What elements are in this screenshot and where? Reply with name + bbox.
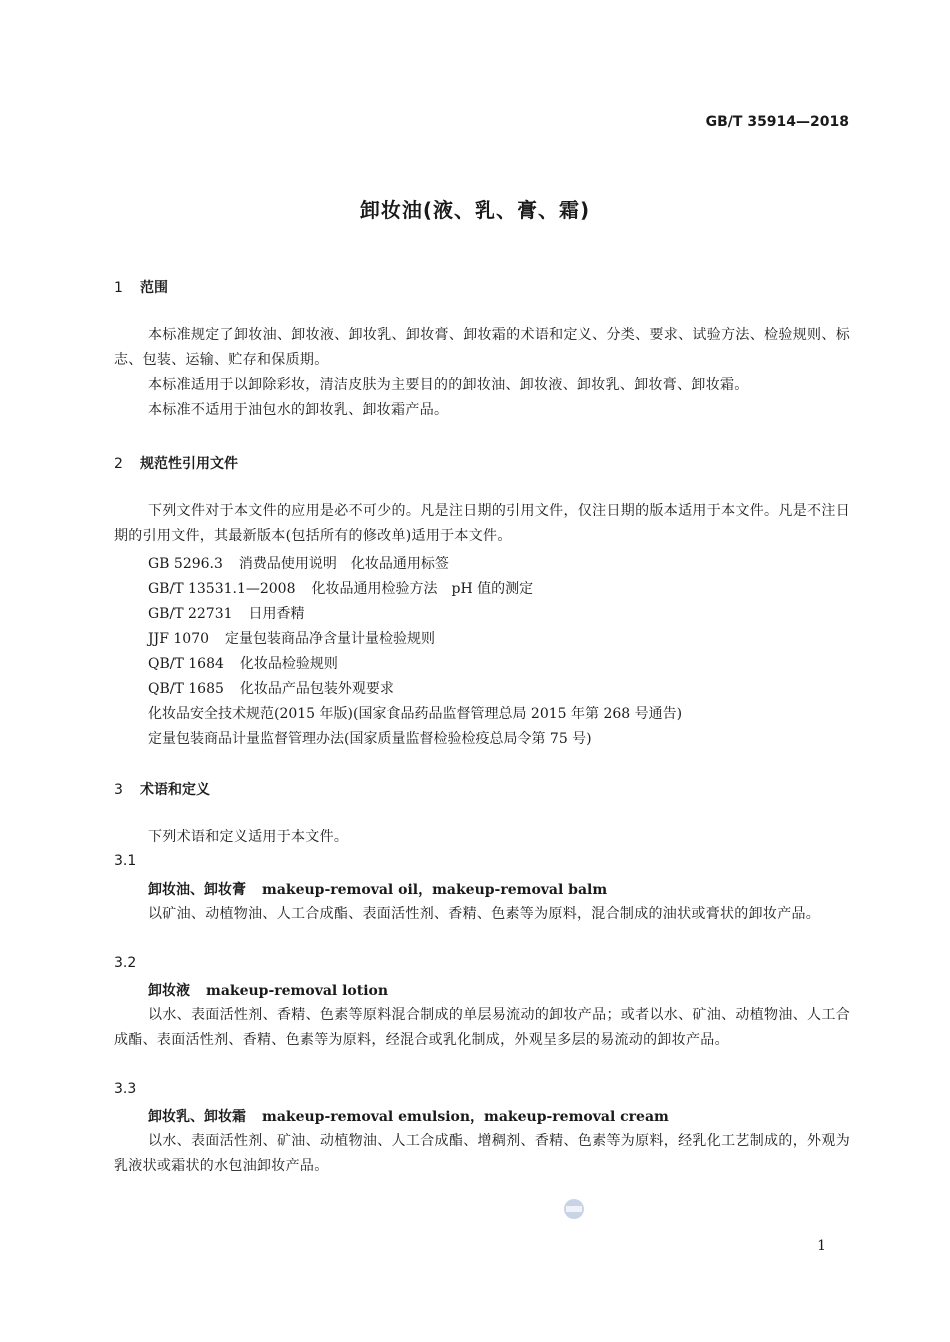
paragraph: 下列文件对于本文件的应用是必不可少的。凡是注日期的引用文件，仅注日期的版本适用于本文件。凡是不注日期的引用文件，其最新版本(包括所有的修改单)适用于本文件。 bbox=[114, 503, 850, 544]
reference-item bbox=[148, 653, 338, 673]
reference-id: QB/T 1685 bbox=[148, 681, 224, 697]
term-zh: 卸妆液 bbox=[148, 983, 190, 999]
term-zh: 卸妆乳、卸妆霜 bbox=[148, 1109, 246, 1125]
section-title: 术语和定义 bbox=[140, 782, 210, 798]
reference-item bbox=[148, 678, 394, 698]
term-number: 3.3 bbox=[114, 1081, 137, 1097]
term-definition: 以水、表面活性剂、香精、色素等原料混合制成的单层易流动的卸妆产品；或者以水、矿油、动植物油、人工合成酯、表面活性剂、香精、色素等为原料，经混合或乳化制成，外观呈多层的易流动的卸妆产品。 bbox=[114, 1007, 850, 1048]
reference-id: GB 5296.3 bbox=[148, 556, 223, 572]
reference-id: GB/T 13531.1—2008 bbox=[148, 581, 296, 597]
term-number: 3.1 bbox=[114, 853, 137, 869]
reference-item bbox=[148, 728, 592, 748]
term-en: makeup-removal emulsion，makeup-removal cream bbox=[262, 1109, 669, 1125]
paragraph: 下列术语和定义适用于本文件。 bbox=[148, 829, 349, 845]
section-number: 2 bbox=[114, 456, 123, 472]
reference-id: GB/T 22731 bbox=[148, 606, 233, 622]
section-number: 3 bbox=[114, 782, 123, 798]
standard-code: GB/T 35914—2018 bbox=[705, 114, 849, 130]
term-en: makeup-removal oil，makeup-removal balm bbox=[262, 882, 608, 898]
reference-title: 消费品使用说明 化妆品通用标签 bbox=[238, 556, 449, 572]
paragraph: 本标准规定了卸妆油、卸妆液、卸妆乳、卸妆膏、卸妆霜的术语和定义、分类、要求、试验方法、检验规则、标志、包装、运输、贮存和保质期。 bbox=[114, 327, 850, 368]
reference-title: 化妆品通用检验方法 pH 值的测定 bbox=[311, 581, 534, 597]
term-number: 3.2 bbox=[114, 955, 137, 971]
term-heading bbox=[148, 980, 388, 1000]
section-title: 范围 bbox=[140, 280, 168, 296]
term-zh: 卸妆油、卸妆膏 bbox=[148, 882, 246, 898]
paragraph: 本标准适用于以卸除彩妆，清洁皮肤为主要目的的卸妆油、卸妆液、卸妆乳、卸妆膏、卸妆霜。 bbox=[148, 377, 749, 393]
reference-id: JJF 1070 bbox=[148, 631, 210, 647]
reference-title: 日用香精 bbox=[248, 606, 305, 622]
reference-item bbox=[148, 703, 682, 723]
term-heading bbox=[148, 1106, 669, 1126]
reference-title: 定量包装商品计量监督管理办法(国家质量监督检验检疫总局令第 75 号) bbox=[148, 731, 592, 747]
reference-item bbox=[148, 603, 305, 623]
section-title: 规范性引用文件 bbox=[140, 456, 238, 472]
term-en: makeup-removal lotion bbox=[206, 983, 389, 999]
reference-title: 定量包装商品净含量计量检验规则 bbox=[225, 631, 436, 647]
term-heading bbox=[148, 879, 607, 899]
reference-item bbox=[148, 553, 449, 573]
section-3-heading bbox=[114, 779, 210, 799]
term-definition: 以水、表面活性剂、矿油、动植物油、人工合成酯、增稠剂、香精、色素等为原料，经乳化工艺制成的，外观为乳液状或霜状的水包油卸妆产品。 bbox=[114, 1133, 850, 1174]
reference-title: 化妆品产品包装外观要求 bbox=[239, 681, 394, 697]
reference-title: 化妆品安全技术规范(2015 年版)(国家食品药品监督管理总局 2015 年第 268 号通告) bbox=[148, 706, 683, 722]
reference-item bbox=[148, 578, 533, 598]
section-1-heading bbox=[114, 277, 168, 297]
section-number: 1 bbox=[114, 280, 123, 296]
reference-title: 化妆品检验规则 bbox=[239, 656, 338, 672]
sac-logo-icon bbox=[562, 1198, 586, 1220]
paragraph: 本标准不适用于油包水的卸妆乳、卸妆霜产品。 bbox=[148, 402, 449, 418]
term-definition: 以矿油、动植物油、人工合成酯、表面活性剂、香精、色素等为原料，混合制成的油状或膏状的卸妆产品。 bbox=[148, 906, 821, 922]
page-number: 1 bbox=[817, 1238, 826, 1254]
reference-id: QB/T 1684 bbox=[148, 656, 224, 672]
reference-item bbox=[148, 628, 435, 648]
section-2-heading bbox=[114, 453, 238, 473]
document-title: 卸妆油(液、乳、膏、霜) bbox=[359, 198, 591, 222]
